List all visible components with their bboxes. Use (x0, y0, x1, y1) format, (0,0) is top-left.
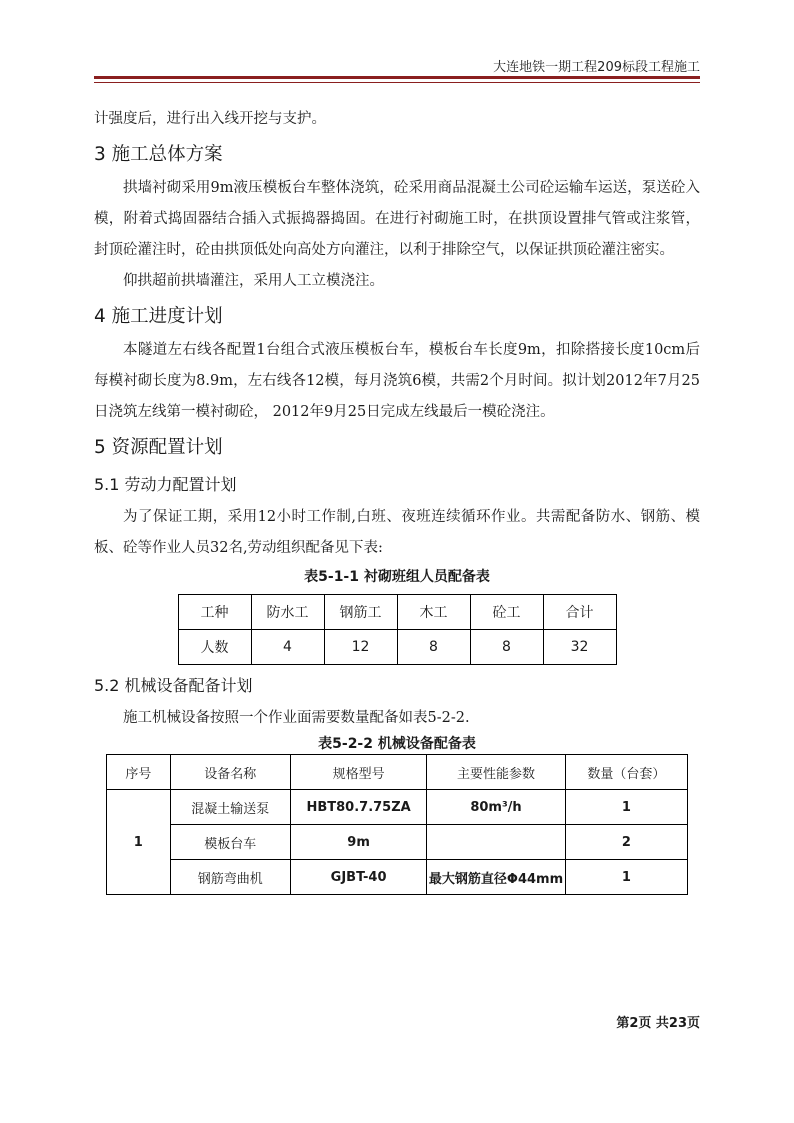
table-cell-group-number: 1 (107, 790, 171, 895)
page-content (94, 104, 700, 895)
section-4-paragraph-1: 本隧道左右线各配置1台组合式液压模板台车，模板台车长度9m，扣除搭接长度10cm后每模衬砌长度为8.9m，左右线各12模，每月浇筑6模，共需2个月时间。拟计划2012年7月25日浇筑左线第一模衬砌砼， 2012年9月25日完成左线最后一模砼浇注。 (94, 342, 700, 420)
section-5-2-paragraph: 施工机械设备按照一个作业面需要数量配备如表5-2-2. (123, 710, 470, 726)
table-row (107, 825, 688, 860)
table-cell: 人数 (178, 630, 251, 665)
table-header-cell: 序号 (107, 755, 171, 790)
section-3-paragraph-1: 拱墙衬砌采用9m液压模板台车整体浇筑，砼采用商品混凝土公司砼运输车运送，泵送砼入模，附着式捣固器结合插入式振捣器捣固。在进行衬砌施工时，在拱顶设置排气管或注浆管，封顶砼灌注时，砼由拱顶低处向高处方向灌注，以利于排除空气，以保证拱顶砼灌注密实。 (94, 180, 700, 258)
table-cell: 8 (470, 630, 543, 665)
table-header-cell: 数量（台套） (565, 755, 687, 790)
table-cell: 最大钢筋直径Φ44mm (427, 860, 565, 895)
table-1-caption: 表5-1-1 衬砌班组人员配备表 (304, 569, 490, 585)
section-5-1-heading: 5.1 劳动力配置计划 (94, 475, 237, 494)
section-5-2-heading: 5.2 机械设备配备计划 (94, 676, 253, 695)
header-title: 大连地铁一期工程209标段工程施工 (493, 60, 700, 75)
table-2-caption: 表5-2-2 机械设备配备表 (318, 736, 476, 752)
section-5-1-paragraph: 为了保证工期，采用12小时工作制,白班、夜班连续循环作业。共需配备防水、钢筋、模板、砼等作业人员32名,劳动组织配备见下表: (94, 509, 700, 556)
table-cell: 1 (565, 790, 687, 825)
section-3-heading: 3 施工总体方案 (94, 144, 223, 165)
table-header-cell: 规格型号 (290, 755, 426, 790)
table-header-cell: 主要性能参数 (427, 755, 565, 790)
table-header-cell: 木工 (397, 595, 470, 630)
table-cell: 9m (290, 825, 426, 860)
table-row (107, 755, 688, 790)
table-cell: 模板台车 (170, 825, 290, 860)
intro-line: 计强度后，进行出入线开挖与支护。 (94, 111, 326, 127)
equipment-table (106, 754, 688, 895)
table-header-cell: 防水工 (251, 595, 324, 630)
table-cell: GJBT-40 (290, 860, 426, 895)
table-cell: HBT80.7.75ZA (290, 790, 426, 825)
header-rule-thin (94, 82, 700, 83)
table-header-cell: 钢筋工 (324, 595, 397, 630)
table-row (107, 860, 688, 895)
table-header-cell: 砼工 (470, 595, 543, 630)
table-cell: 80m³/h (427, 790, 565, 825)
section-4-heading: 4 施工进度计划 (94, 306, 223, 327)
table-cell: 钢筋弯曲机 (170, 860, 290, 895)
table-header-cell: 合计 (543, 595, 616, 630)
table-cell: 2 (565, 825, 687, 860)
table-cell: 1 (565, 860, 687, 895)
table-header-cell: 工种 (178, 595, 251, 630)
staffing-table (178, 594, 617, 665)
table-cell: 4 (251, 630, 324, 665)
table-cell: 32 (543, 630, 616, 665)
section-5-heading: 5 资源配置计划 (94, 437, 223, 458)
table-row (178, 595, 616, 630)
page-number: 第2页 共23页 (616, 1016, 700, 1031)
table-cell (427, 825, 565, 860)
section-3-paragraph-2: 仰拱超前拱墙灌注，采用人工立模浇注。 (123, 273, 384, 289)
table-header-cell: 设备名称 (170, 755, 290, 790)
table-row (178, 630, 616, 665)
header-rule-thick (94, 76, 700, 79)
table-row (107, 790, 688, 825)
table-cell: 12 (324, 630, 397, 665)
table-cell: 8 (397, 630, 470, 665)
table-cell: 混凝土输送泵 (170, 790, 290, 825)
